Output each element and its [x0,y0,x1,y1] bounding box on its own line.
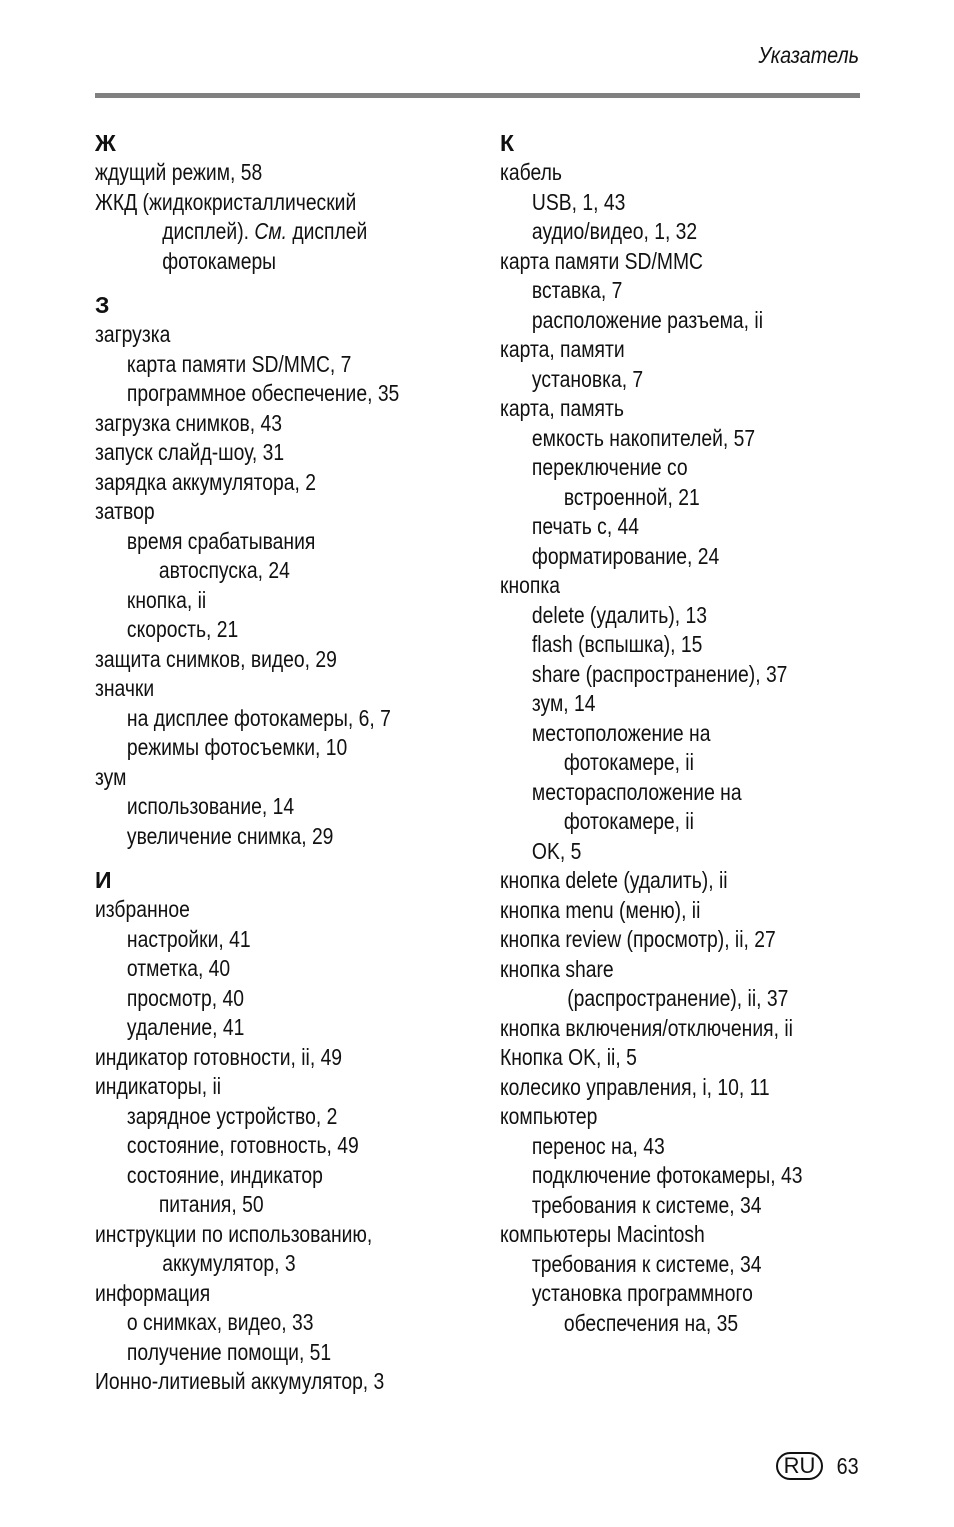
index-subentry: flash (вспышка), 15 [531,631,703,657]
index-entry: индикатор готовности, ii, 49 [95,1043,343,1070]
see-reference: См. [254,218,287,244]
index-subentry: кнопка, ii [126,586,207,613]
index-subentry: о снимках, видео, 33 [126,1309,314,1335]
index-subentry: месторасположение на [531,778,742,805]
index-entry: Ионно-литиевый аккумулятор, 3 [95,1368,385,1394]
index-entry: компьютер [500,1103,598,1129]
index-subentry: получение помощи, 51 [126,1338,332,1365]
index-entry: значки [95,675,155,701]
section-zh [95,128,515,276]
index-entry: запуск слайд-шоу, 31 [95,439,285,465]
index-subentry-continuation: фотокамере, ii [563,749,694,775]
index-subentry-continuation: питания, 50 [158,1191,264,1217]
index-subentry: карта памяти SD/MMC, 7 [126,350,352,377]
index-subentry-continuation: обеспечения на, 35 [563,1309,739,1336]
index-entry: загрузка снимков, 43 [95,409,283,436]
index-subentry: требования к системе, 34 [531,1191,762,1218]
index-subentry: форматирование, 24 [531,542,720,569]
index-entry: колесико управления, i, 10, 11 [500,1073,770,1100]
index-entry: кабель [500,159,562,185]
running-header: Указатель [758,42,859,68]
index-entry: карта, памяти [500,336,625,362]
index-entry: кнопка review (просмотр), ii, 27 [500,926,776,952]
index-entry-continuation: аккумулятор, 3 [162,1250,296,1276]
section-letter: И [95,867,112,893]
index-subentry-continuation: встроенной, 21 [563,483,700,510]
entry-text: дисплей [286,218,368,244]
index-subentry: местоположение на [531,719,711,746]
section-i [95,865,515,1397]
index-entry: карта, память [500,395,624,421]
index-subentry: время срабатывания [126,527,316,554]
index-subentry: delete (удалить), 13 [531,601,708,628]
page-footer [776,1452,859,1480]
index-entry: кнопка [500,572,560,598]
header-rule [95,93,860,98]
index-entry: компьютеры Macintosh [500,1221,705,1247]
page-number: 63 [836,1452,859,1479]
index-entry: зум [95,763,127,790]
index-subentry: режимы фотосъемки, 10 [126,734,348,760]
index-entry-continuation [95,217,448,247]
index-subentry: OK, 5 [531,837,582,864]
index-subentry: на дисплее фотокамеры, 6, 7 [126,704,391,731]
index-entry: избранное [95,896,190,922]
index-entry: карта памяти SD/MMC [500,247,704,274]
index-subentry-continuation: автоспуска, 24 [158,557,290,583]
index-subentry: просмотр, 40 [126,984,244,1011]
index-entry: кнопка delete (удалить), ii [500,867,728,893]
index-subentry: установка, 7 [531,365,644,392]
language-badge: RU [776,1452,824,1480]
index-subentry: емкость накопителей, 57 [531,424,756,451]
index-entry: инструкции по использованию, [95,1220,373,1247]
index-entry: загрузка [95,321,171,347]
index-subentry: печать с, 44 [531,513,640,539]
index-entry: Кнопка OK, ii, 5 [500,1044,637,1070]
index-entry: ждущий режим, 58 [95,159,263,185]
index-subentry: состояние, готовность, 49 [126,1132,359,1158]
index-subentry: переключение со [531,454,688,480]
index-subentry: удаление, 41 [126,1014,245,1040]
index-subentry: перенос на, 43 [531,1132,665,1159]
index-subentry: вставка, 7 [531,277,623,303]
section-letter: К [500,130,515,156]
index-entry-continuation: (распространение), ii, 37 [567,985,789,1011]
index-entry: кнопка share [500,955,614,982]
index-subentry: share (распространение), 37 [531,660,788,687]
index-entry: кнопка включения/отключения, ii [500,1014,793,1041]
entry-text: дисплей). [162,218,255,244]
index-entry: зарядка аккумулятора, 2 [95,468,316,495]
index-subentry: расположение разъема, ii [531,306,763,333]
index-entry: защита снимков, видео, 29 [95,645,337,672]
index-subentry: аудио/видео, 1, 32 [531,218,698,244]
index-entry: кнопка menu (меню), ii [500,896,701,923]
index-entry: ЖКД (жидкокристаллический [95,188,357,215]
index-subentry: USB, 1, 43 [531,188,626,215]
index-column-right [500,128,920,1352]
section-letter: З [95,292,110,318]
index-subentry: требования к системе, 34 [531,1250,762,1277]
index-subentry: установка программного [531,1280,753,1306]
index-subentry-continuation: фотокамере, ii [563,808,694,834]
section-k [500,128,920,1338]
index-subentry: программное обеспечение, 35 [126,380,400,406]
index-subentry: скорость, 21 [126,616,239,642]
index-entry: индикаторы, ii [95,1073,222,1099]
section-z [95,290,515,851]
index-subentry: зум, 14 [531,690,596,716]
index-column-left [95,128,515,1411]
index-subentry: использование, 14 [126,793,295,819]
index-subentry: отметка, 40 [126,955,231,981]
index-entry: информация [95,1279,211,1306]
index-subentry: состояние, индикатор [126,1161,323,1188]
index-subentry: зарядное устройство, 2 [126,1102,338,1129]
index-entry: затвор [95,498,155,524]
section-letter: Ж [95,130,116,156]
index-subentry: увеличение снимка, 29 [126,822,334,849]
index-entry-continuation: фотокамеры [162,247,277,274]
index-subentry: настройки, 41 [126,925,251,952]
index-subentry: подключение фотокамеры, 43 [531,1162,803,1188]
